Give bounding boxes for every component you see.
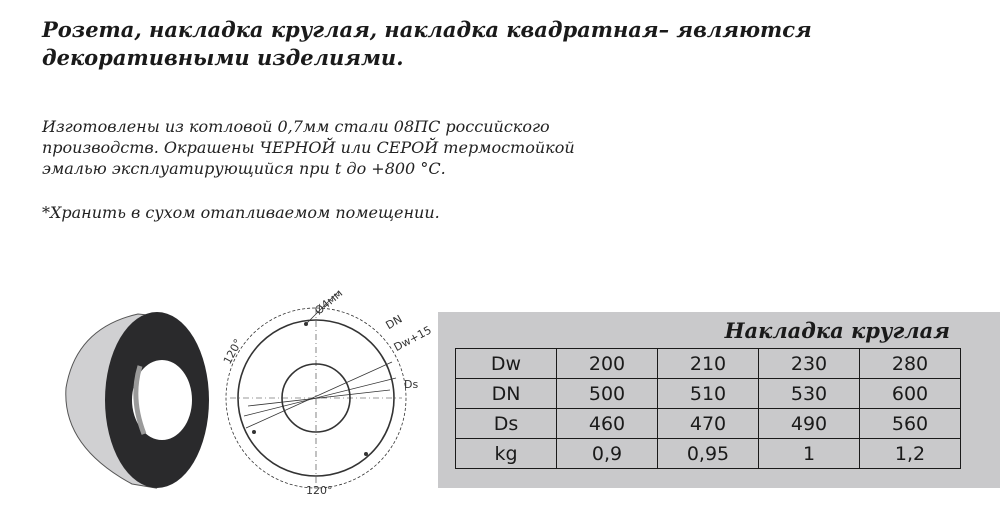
ring-illustration <box>66 312 209 488</box>
table-cell: 530 <box>759 379 860 409</box>
table-cell: 1 <box>759 439 860 469</box>
technical-drawing <box>226 292 406 490</box>
table-row <box>456 379 961 409</box>
specs-table <box>455 348 961 469</box>
table-cell: 500 <box>557 379 658 409</box>
dw-label: Dw+15 <box>391 323 434 355</box>
row-label: Dw <box>456 349 557 379</box>
storage-note: *Хранить в сухом отапливаемом помещении. <box>42 203 440 222</box>
page-heading: Розета, накладка круглая, накладка квадратная– являются декоративными изделиями. <box>42 17 812 70</box>
product-drawing <box>40 278 440 510</box>
dn-label: DN <box>383 312 405 333</box>
table-cell: 0,9 <box>557 439 658 469</box>
table-cell: 560 <box>860 409 961 439</box>
description-line-3: эмалью эксплуатирующийся при t до +800 °С. <box>42 159 446 178</box>
table-cell: 230 <box>759 349 860 379</box>
description-line-1: Изготовлены из котловой 0,7мм стали 08ПС российского <box>42 117 550 136</box>
row-label: kg <box>456 439 557 469</box>
table-row <box>456 349 961 379</box>
description-line-2: производств. Окрашены ЧЕРНОЙ или СЕРОЙ термостойкой <box>42 138 575 157</box>
table-cell: 460 <box>557 409 658 439</box>
table-row <box>456 439 961 469</box>
table-cell: 1,2 <box>860 439 961 469</box>
angle-bottom-label: 120° <box>306 484 333 497</box>
specs-panel <box>438 312 1000 488</box>
table-cell: 0,95 <box>658 439 759 469</box>
table-cell: 470 <box>658 409 759 439</box>
row-label: Ds <box>456 409 557 439</box>
angle-top-label: 120° <box>220 336 245 367</box>
table-row <box>456 409 961 439</box>
table-cell: 510 <box>658 379 759 409</box>
ds-label: Ds <box>404 378 419 391</box>
table-cell: 200 <box>557 349 658 379</box>
table-cell: 600 <box>860 379 961 409</box>
row-label: DN <box>456 379 557 409</box>
specs-title: Накладка круглая <box>724 318 950 343</box>
table-cell: 210 <box>658 349 759 379</box>
table-cell: 490 <box>759 409 860 439</box>
product-description <box>42 116 662 179</box>
table-cell: 280 <box>860 349 961 379</box>
hole-diameter-label: Ø4мм <box>312 286 346 318</box>
